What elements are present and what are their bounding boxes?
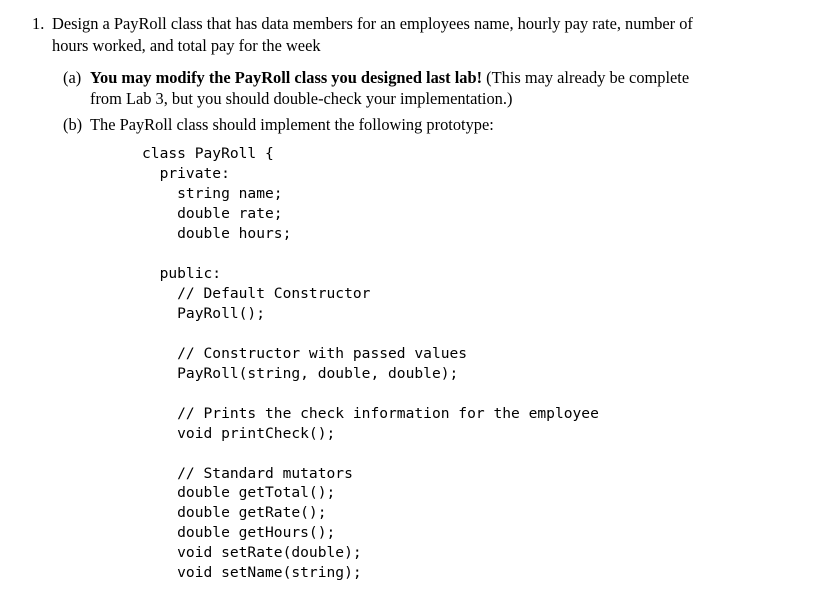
code-line: public: [142, 264, 222, 282]
code-line: PayRoll(); [142, 304, 266, 322]
code-line: // Prints the check information for the employee [142, 404, 599, 422]
code-line: double getHours(); [142, 524, 336, 542]
part-b-text: The PayRoll class should implement the following prototype: [90, 115, 494, 134]
code-line: PayRoll(string, double, double); [142, 364, 459, 382]
code-line: // Standard mutators [142, 464, 353, 482]
part-a-line-2: from Lab 3, but you should double-check your implementation.) [90, 89, 513, 108]
part-b-label: (b) [63, 115, 83, 134]
part-a-line-1 [90, 68, 689, 88]
code-line: double getTotal(); [142, 484, 336, 502]
problem-number: 1. [32, 14, 45, 33]
code-line: string name; [142, 184, 283, 202]
code-line: // Default Constructor [142, 284, 371, 302]
code-line: double getRate(); [142, 504, 327, 522]
code-line: // Constructor with passed values [142, 344, 468, 362]
problem-text-line-1: Design a PayRoll class that has data members for an employees name, hourly pay rate, number of [52, 14, 693, 33]
code-line: class PayRoll { [142, 145, 274, 162]
code-line: private: [142, 164, 230, 182]
code-line: void printCheck(); [142, 424, 336, 442]
code-line: void setName(string); [142, 564, 362, 582]
part-a-rest-text: (This may already be complete [482, 68, 690, 87]
code-line: double rate; [142, 204, 283, 222]
part-a-label: (a) [63, 68, 82, 87]
problem-text-line-2: hours worked, and total pay for the week [52, 36, 321, 55]
part-a-bold-text: You may modify the PayRoll class you designed last lab! [90, 68, 483, 87]
code-line: double hours; [142, 224, 292, 242]
code-line: void setRate(double); [142, 544, 362, 562]
